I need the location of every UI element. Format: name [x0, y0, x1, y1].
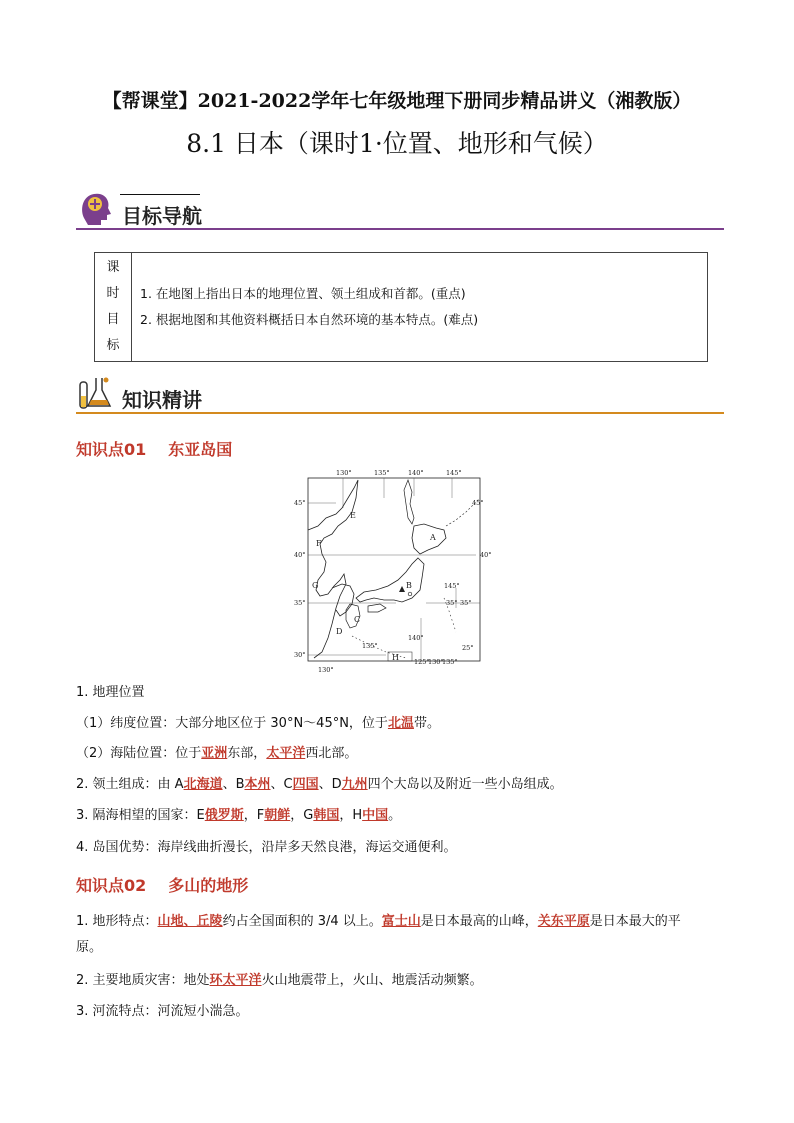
map-letter-e: E — [350, 511, 356, 520]
inner-label: 130° — [428, 658, 444, 666]
lat-label: 40° — [480, 551, 492, 559]
lon-label: 135° — [374, 469, 390, 477]
kp1-line-4: 2. 领土组成：由 A北海道、B本州、C四国、D九州四个大岛以及附近一些小岛组成。 — [76, 777, 563, 792]
inner-label: 125° — [414, 658, 430, 666]
lat-label: 45° — [472, 499, 484, 507]
map-letter-d: D — [336, 627, 343, 636]
map-letter-a: A — [430, 533, 436, 542]
knowledge-point-02-heading: 知识点02 多山的地形 — [76, 876, 249, 895]
lesson-title: 8.1 日本（课时1·位置、地形和气候） — [186, 129, 608, 158]
lon-label: 135° — [362, 642, 378, 650]
knowledge-section-title: 知识精讲 — [122, 388, 202, 412]
lat-label: 35° — [460, 599, 472, 607]
goal-item: 2. 根据地图和其他资料概括日本自然环境的基本特点。(难点) — [140, 312, 479, 327]
lat-label: 25° — [462, 644, 474, 652]
lon-label: 145° — [446, 469, 462, 477]
brain-head-icon — [76, 188, 116, 228]
lon-label: 130° — [318, 666, 334, 674]
goals-section-header — [76, 194, 724, 230]
inner-label: 35° — [446, 599, 458, 607]
japan-map — [294, 468, 492, 674]
series-title: 【帮课堂】2021-2022学年七年级地理下册同步精品讲义（湘教版） — [102, 90, 692, 112]
kp1-line-2: （1）纬度位置：大部分地区位于 30°N～45°N，位于北温带。 — [76, 716, 440, 731]
lat-label: 45° — [294, 499, 306, 507]
map-letter-c: C — [354, 615, 361, 624]
kp1-line-3: （2）海陆位置：位于亚洲东部，太平洋西北部。 — [76, 746, 358, 761]
inner-label: 145° — [444, 582, 460, 590]
goal-items-cell — [132, 253, 708, 362]
inner-label: 135° — [442, 658, 458, 666]
kp1-line-6: 4. 岛国优势：海岸线曲折漫长，沿岸多天然良港，海运交通便利。 — [76, 840, 457, 855]
knowledge-point-01-heading: 知识点01 东亚岛国 — [76, 440, 233, 459]
map-letter-b: B — [406, 581, 412, 590]
kp2-line-3: 3. 河流特点：河流短小湍急。 — [76, 1004, 249, 1019]
kp2-line-2: 2. 主要地质灾害：地处环太平洋火山地震带上，火山、地震活动频繁。 — [76, 973, 483, 988]
kp2-line-1: 1. 地形特点：山地、丘陵约占全国面积的 3/4 以上。富士山是日本最高的山峰，关东平原是日本最大的平 原。 — [76, 914, 681, 955]
knowledge-section-header — [76, 378, 724, 414]
lat-label: 30° — [294, 651, 306, 659]
map-letter-f: F — [316, 539, 322, 548]
goal-label-cell: 课 时 目 标 — [95, 253, 132, 362]
goal-item: 1. 在地图上指出日本的地理位置、领土组成和首都。(重点) — [140, 286, 466, 301]
lat-label: 40° — [294, 551, 306, 559]
flask-icon — [76, 372, 116, 412]
goal-table — [94, 252, 708, 362]
map-letter-g: G — [312, 581, 319, 590]
kp1-line-1: 1. 地理位置 — [76, 685, 145, 700]
lon-label: 130° — [336, 469, 352, 477]
lon-label: 140° — [408, 634, 424, 642]
lat-label: 35° — [294, 599, 306, 607]
goals-section-title: 目标导航 — [122, 204, 202, 228]
lon-label: 140° — [408, 469, 424, 477]
kp1-line-5: 3. 隔海相望的国家：E俄罗斯，F朝鲜，G韩国，H中国。 — [76, 808, 402, 823]
map-letter-h: H — [392, 653, 399, 662]
